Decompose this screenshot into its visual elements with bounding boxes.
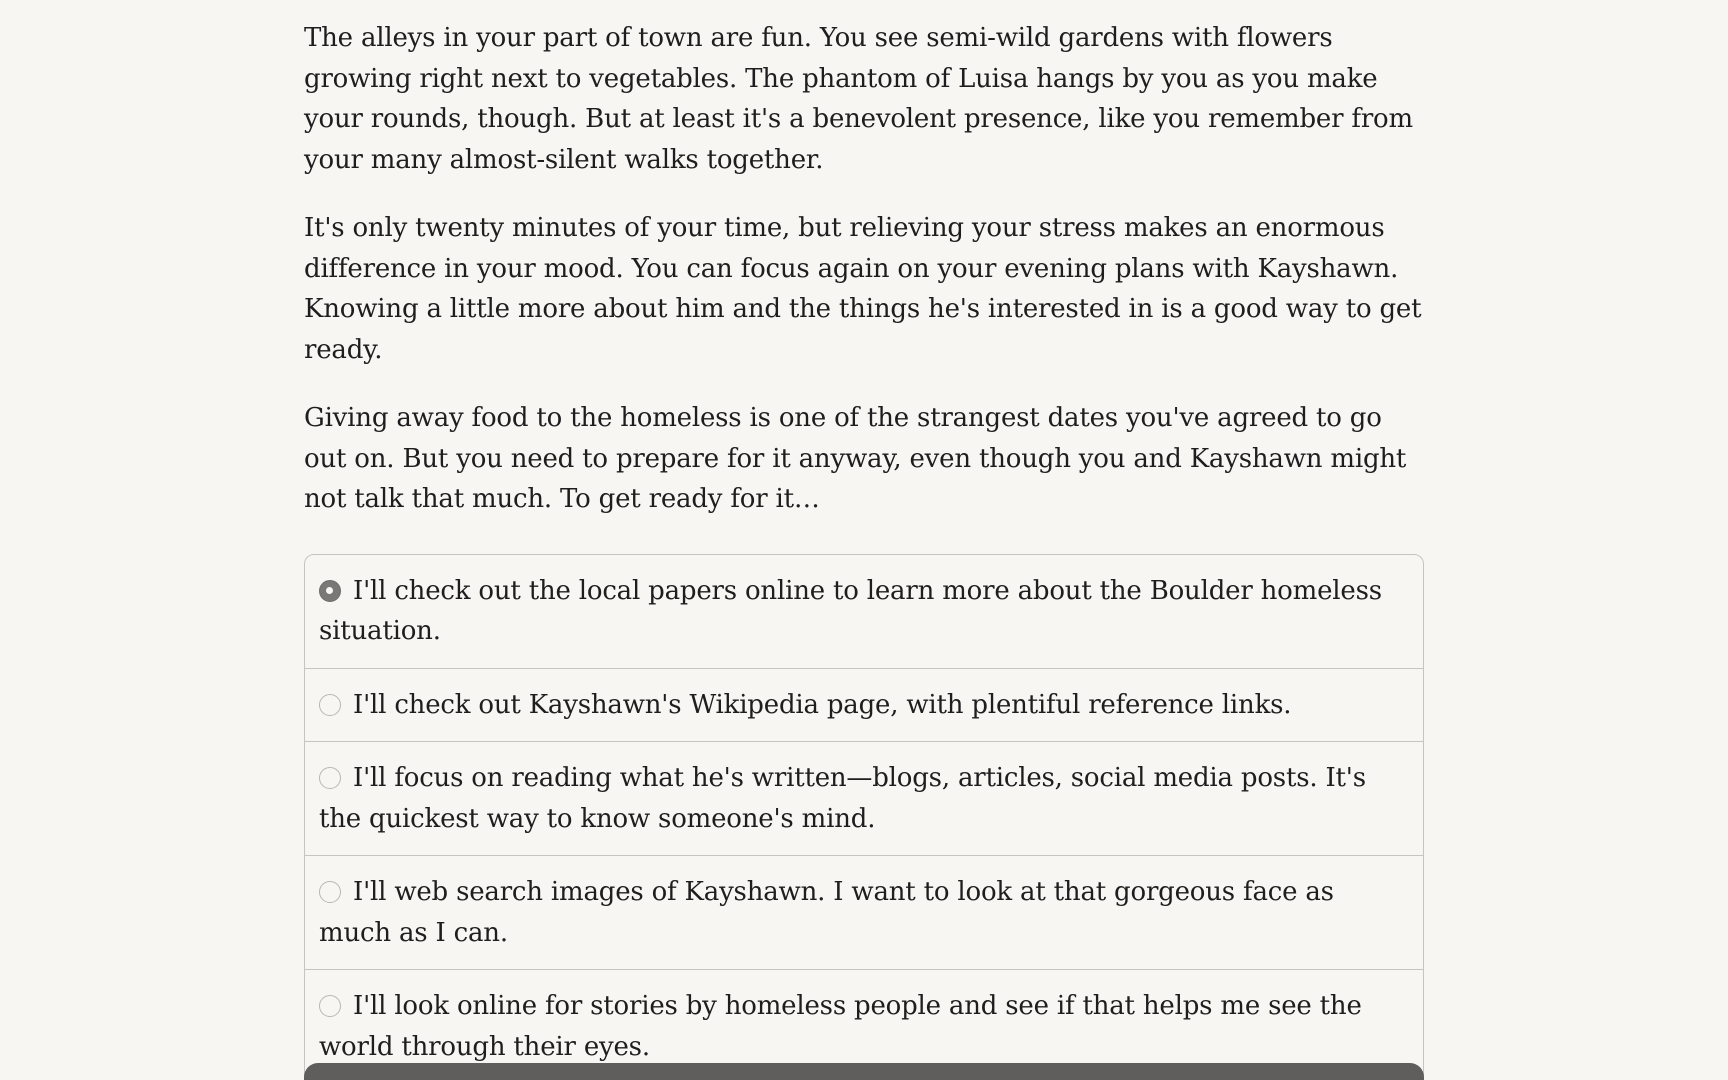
radio-unselected-icon[interactable] (319, 995, 341, 1017)
choice-label: I'll look online for stories by homeless people and see if that helps me see the world through their eyes. (319, 991, 1362, 1062)
story-paragraph: It's only twenty minutes of your time, but relieving your stress makes an enormous difference in your mood. You can focus again on your evening plans with Kayshawn. Knowing a little more about him and the things he's interested in is a good way to get ready. (304, 213, 1422, 365)
choice-option-2[interactable] (305, 669, 1423, 743)
choice-option-1[interactable] (305, 555, 1423, 669)
next-button[interactable] (304, 1063, 1424, 1080)
choice-list (304, 554, 1424, 1080)
radio-unselected-icon[interactable] (319, 767, 341, 789)
story-content (304, 18, 1424, 1080)
story-paragraph: The alleys in your part of town are fun. You see semi-wild gardens with flowers growing right next to vegetables. The phantom of Luisa hangs by you as you make your rounds, though. But at least it's a benevolent presence, like you remember from your many almost-silent walks together. (304, 23, 1413, 175)
radio-unselected-icon[interactable] (319, 694, 341, 716)
choice-option-4[interactable] (305, 856, 1423, 970)
radio-unselected-icon[interactable] (319, 881, 341, 903)
choice-option-3[interactable] (305, 742, 1423, 856)
choice-label: I'll check out the local papers online to learn more about the Boulder homeless situation. (319, 575, 1382, 646)
choice-label: I'll check out Kayshawn's Wikipedia page, with plentiful reference links. (353, 689, 1292, 720)
radio-selected-icon[interactable] (319, 580, 341, 602)
choice-label: I'll web search images of Kayshawn. I want to look at that gorgeous face as much as I can. (319, 877, 1334, 948)
choice-label: I'll focus on reading what he's written—blogs, articles, social media posts. It's the quickest way to know someone's mind. (319, 763, 1366, 834)
story-paragraph: Giving away food to the homeless is one of the strangest dates you've agreed to go out on. But you need to prepare for it anyway, even though you and Kayshawn might not talk that much. To get ready for it… (304, 403, 1407, 514)
